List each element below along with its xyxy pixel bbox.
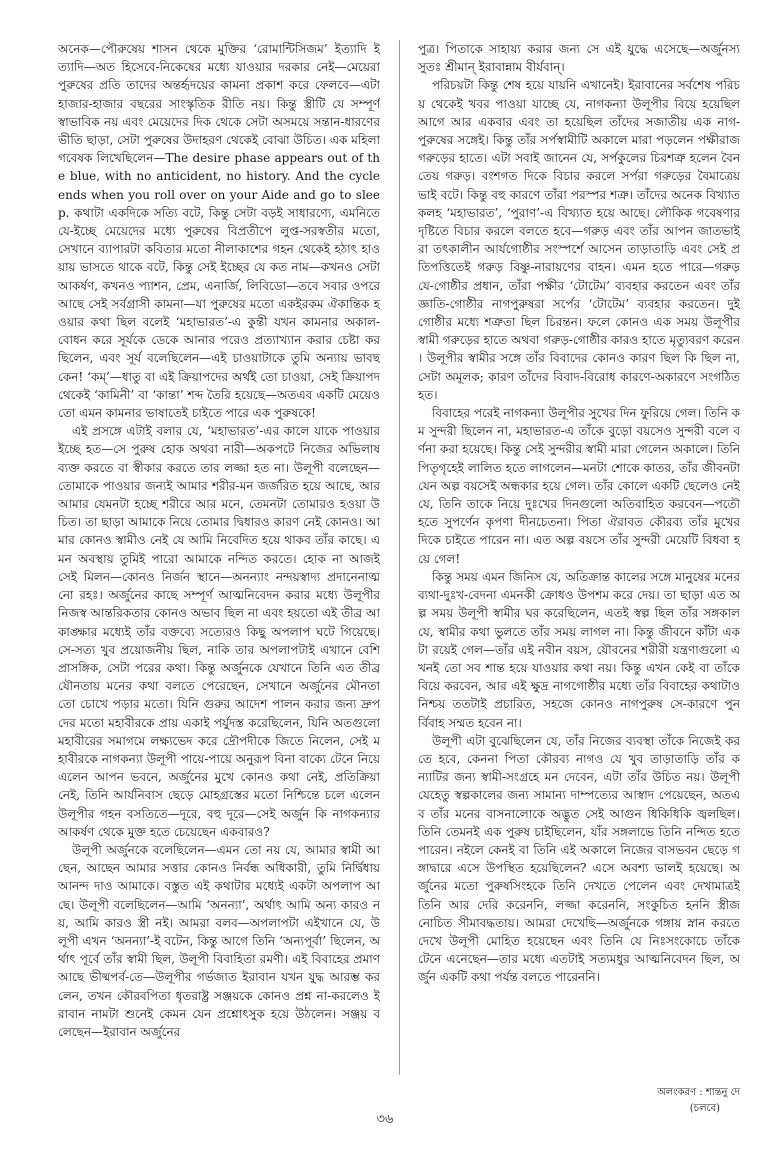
paragraph: উলূপী অর্জুনকে বলেছিলেন—এমন তো নয় যে, আমার স্বামী আছেন, আছেন আমার সত্তার কোনও নির্বন্ধ অধিকারী, তুমি নির্দ্বিধায় আনন্দ দাও আমাকে। বস্তুত এই কথাটার মধ্যেই একটা অপলাপ আছে। উলূপী বলেছিলেন—আমি ‘অনন্যা’, অর্থাৎ আমি অন্য কারও নয়, আমি কারও স্ত্রী নই। আমরা বলব—অপলাপটা এইখানে যে, উলূপী এখন ‘অনন্যা’-ই বটেন, কিন্তু আগে তিনি ‘অন্যপূর্বা’ ছিলেন, অর্থাৎ পূর্বে তাঁর স্বামী ছিল, উলূপী বিবাহিতা রমণী। এই বিবাহের প্রমাণ আছে ভীষ্মপর্ব-তে—উলূপীর গর্ভজাত ইরাবান যখন যুদ্ধ আরম্ভ করলেন, তখন কৌরবপিতা ধৃতরাষ্ট্র সঞ্জয়কে কোনও প্রশ্ন না-করলেও ইরাবান নামটা শুনেই কেমন যেন প্রশ্নোৎসুক হয়ে উঠলেন। সঞ্জয় বলেছেন—ইরাবান অর্জুনের <box>58 842 380 1039</box>
to-be-continued-note: (চলবে) <box>689 1103 720 1114</box>
paragraph: এই প্রসঙ্গে এটাই বলার যে, ‘মহাভারত’-এর কালে যাকে পাওয়ার ইচ্ছে হত—সে পুরুষ হোক অথবা নারী—অকপটে নিজের অভিলাষ ব্যক্ত করতে বা স্বীকার করতে তার লজ্জা হত না। উলূপী বলেছেন—তোমাকে পাওয়ার জন্যই আমার শরীর-মন জর্জরিত হয়ে আছে, আর আমার যেমনটা হচ্ছে শরীরে আর মনে, তেমনটা তোমারও হওয়া উচিত। তা ছাড়া আমাকে নিয়ে তোমার দ্বিধারও কারণ নেই কোনও। আমার কোনও স্বামীও নেই যে আমি নিবেদিত হয়ে থাকব তাঁর কাছে। এমন অবস্থায় তুমিই পারো আমাকে নন্দিত করতে। হোক না আজই সেই মিলন—কোনও নির্জন স্থানে—অনন্যাং নন্দয়স্বাদ্য প্রদানেনাত্মনো রহঃ। অর্জুনের কাছে সম্পূর্ণ আত্মনিবেদন করার মধ্যে উলূপীর নিজস্ব আন্তরিকতার কোনও অভাব ছিল না এবং হয়তো এই তীব্র আকাঙ্ক্ষার মধ্যেই তাঁর বক্তব্যে সত্যেরও কিছু অপলাপ ঘটে গিয়েছে। সে-সত্য খুব প্রয়োজনীয় ছিল, নাকি তার অপলাপটাই এখানে বেশি প্রাসঙ্গিক, সেটা পরের কথা। কিন্তু অর্জুনকে যেখানে তিনি এত তীব্র যৌনতায় মনের কথা বলতে পেরেছেন, সেখানে অর্জুনের মৌনতা তো চোখে পড়ার মতো। যিনি গুরুর আদেশ পালন করার জন্য দ্রুপদের মতো মহাবীরকে প্রায় একাই পর্যুদস্ত করেছিলেন, যিনি অতগুলো মহাবীরের সমাগমে লক্ষ্যভেদ করে দ্রৌপদীকে জিতে নিলেন, সেই মহাবীরকে নাগকন্যা উলূপী পায়ে-পায়ে অনুরূপ বিনা বাক্যে টেনে নিয়ে এলেন আপন ভবনে, অর্জুনের মুখে কোনও কথা নেই, প্রতিক্রিয়া নেই, তিনি আর্যনিবাস ছেড়ে মোহগ্রস্তের মতো নিশ্চিন্তে চলে এলেন উলূপীর গহন বসতিতে—দূরে, বহু দূরে—সেই অর্জুন কি নাগকন্যার আকর্ষণ থেকে মুক্ত হতে চেয়েছেন একবারও? <box>58 424 380 839</box>
paragraph: উলূপী এটা বুঝেছিলেন যে, তাঁর নিজের ব্যবস্থা তাঁকে নিজেই করতে হবে, কেননা পিতা কৌরব্য নাগও যে খুব তাড়াতাড়ি তাঁর কন্যাটির জন্য স্বামী-সংগ্রহে মন দেবেন, এটা তাঁর উচিত নয়। উলূপী যেহেতু স্বল্পকালের জন্য সামান্য দাম্পত্যের আস্বাদ পেয়েছেন, অতএব তাঁর মনের বাসনালোকে অদ্ভুত সেই আগুন ধিকিধিকি জ্বলছিল। তিনি তেমনই এক পুরুষ চাইছিলেন, যাঁর সঙ্গলাভে তিনি নন্দিত হতে পারেন। নইলে কেনই বা তিনি এই অকালে নিজের বাসভবন ছেড়ে গঙ্গাদ্বারে এসে উপস্থিত হয়েছিলেন? এসে অবশ্য ভালই হয়েছে। অর্জুনের মতো পুরুষসিংহকে তিনি দেখতে পেলেন এবং দেখামাত্রই তিনি আর দেরি করেননি, লজ্জা করেননি, সংকুচিত হননি স্ত্রীজনোচিত সীমাবদ্ধতায়। আমরা দেখেছি—অর্জুনকে গঙ্গায় স্নান করতে দেখে উলূপী মোহিত হয়েছেন এবং তিনি যে নিঃসংকোচে তাঁকে টেনে এনেছেন—তার মধ্যে এতটাই সত্যমধুর আত্মনিবেদন ছিল, অর্জুন একটি কথা পর্যন্ত বলতে পারেননি। <box>418 733 740 985</box>
article-page <box>58 40 740 1114</box>
column-divider <box>399 40 400 1075</box>
page-number: ৩৬ <box>376 1112 394 1127</box>
illustration-credit: অলংকরণ : শান্তনু দে <box>657 1087 740 1098</box>
paragraph: বিবাহের পরেই নাগকন্যা উলূপীর সুখের দিন ফুরিয়ে গেল। তিনি কম সুন্দরী ছিলেন না, মহাভারত-এ তাঁকে বুড়ো বয়সেও সুন্দরী বলে বর্ণনা করা হয়েছে। কিন্তু সেই সুন্দরীর স্বামী মারা গেলেন অকালে। তিনি পিতৃগৃহেই লালিত হতে লাগলেন—মনটা শোকে কাতর, তাঁর জীবনটা যেন অল্প বয়সেই অন্ধকার হয়ে গেল। তাঁর কোলে একটি ছেলেও নেই যে, তিনি তাকে নিয়ে দুঃখের দিনগুলো অতিবাহিত করবেন—পতৌ হতে সুপর্ণেন কৃপণা দীনচেতনা। পিতা ঐরাবত কৌরব্য তাঁর মুখের দিকে চাইতে পারেন না। এত অল্প বয়সে তাঁর সুন্দরী মেয়েটি বিধবা হয়ে গেল! <box>418 406 740 566</box>
paragraph: পুত্র। পিতাকে সাহায্য করার জন্য সে এই যুদ্ধে এসেছে—অর্জুনস্য সুতঃ শ্রীমান্ ইরাবান্নাম বীর্যবান্। <box>418 42 740 75</box>
left-text-column <box>58 40 380 1075</box>
paragraph: অনেক—পৌরুষেয় শাসন থেকে মুক্তির ‘রোমান্টিসিজম’ ইত্যাদি ইত্যাদি—অত হিসেবে-নিকেষের মধ্যে যাওয়ার দরকার নেই—মেয়েরা পুরুষের প্রতি তাদের অন্তর্হৃদয়ের কামনা প্রকাশ করে ফেলবে—এটা হাজার-হাজার বছরের সাংস্কৃতিক রীতি নয়। কিন্তু স্ত্রীটি যে সম্পূর্ণ স্বাভাবিক নয় এবং মেয়েদের দিক থেকে সেটা অসময়ে সন্তান-ধারণের ভীতি ছাড়া, সেটা পুরুষের উদাহরণ থেকেই বোঝা উচিত। এক মহিলা গবেষক লিখেছিলেন—The desire phase appears out of the blue, with no anticident, no history. And the cycle ends when you roll over on your Aide and go to sleep. কথাটা একদিকে সত্যি বটে, কিন্তু সেটা বড়ই সাধারণ্যে, এমনিতে যে-ইচ্ছে মেয়েদের মধ্যে পুরুষের বিপ্রতীপে লুপ্ত-সরস্বতীর মতো, সেখানে ব্যাপারটা কবিতার মতো নীলাকাশের গহন থেকেই হঠাৎ হাওয়ায় ভাসতে থাকে বটে, কিন্তু সেই ইচ্ছের যে কত নাম—কখনও সেটা আকর্ষণ, কখনও প্যাশন, প্রেম, এনার্জি, লিবিডো—তবে সবার ওপরে আছে সেই সর্বগ্রাসী কামনা—যা পুরুষের মতো একইরকম ঐকান্তিক হওয়ার কথা ছিল বলেই ‘মহাভারত’-এ কুন্তী যখন কামনার অকাল-বোধন করে সূর্যকে ডেকে আনার পরেও প্রত্যাখ্যান করার চেষ্টা করছিলেন, এবং সূর্য বলেছিলেন—এই চাওয়াটাকে তুমি অন্যায় ভাবছ কেন! ‘কম্’—ধাতু বা এই ক্রিয়াপদের অর্থই তো চাওয়া, সেই ক্রিয়াপদ থেকেই ‘কামিনী’ বা ‘কান্তা’ শব্দ তৈরি হয়েছে—অতএব একটি মেয়েও তো এমন কামনার ভাষাতেই চাইতে পারে এক পুরুষকে! <box>58 42 380 421</box>
paragraph: কিন্তু সময় এমন জিনিস যে, অতিক্রান্ত কালের সঙ্গে মানুষের মনের ব্যথা-দুঃখ-বেদনা এমনকী ক্রোধও উপশম করে দেয়। তা ছাড়া এত অল্প সময় উলূপী স্বামীর ঘর করেছিলেন, এতই স্বল্প ছিল তাঁর সঙ্গকাল যে, স্বামীর কথা ভুলতে তাঁর সময় লাগল না। কিন্তু জীবনে কাঁটা একটা রয়েই গেল—তাঁর এই নবীন বয়স, যৌবনের শরীরী যন্ত্রণাগুলো এখনই তো সব শান্ত হয়ে যাওয়ার কথা নয়। কিন্তু এখন কেই বা তাঁকে বিয়ে করবেন, আর এই ক্ষুদ্র নাগগোষ্ঠীর মধ্যে তাঁর বিবাহের কথাটাও নিশ্চয় ততটাই প্রচারিত, সহজে কোনও নাগপুরুষ সে-কারণে পুনর্বিবাহ সম্মত হবেন না। <box>418 569 740 730</box>
right-text-column <box>418 40 740 1075</box>
paragraph: পরিচয়টা কিন্তু শেষ হয়ে যায়নি এখানেই। ইরাবানের সর্বশেষ পরিচয় থেকেই খবর পাওয়া যাচ্ছে যে, নাগকন্যা উলূপীর বিয়ে হয়েছিল আগে আর একবার এবং তা হয়েছিল তাঁদের সজাতীয় এক নাগ-পুরুষের সঙ্গেই। কিন্তু তাঁর সর্পস্বামীটি অকালে মারা পড়লেন পক্ষীরাজ গরুড়ের হাতে। এটা সবাই জানেন যে, সর্পকুলের চিরশত্রু হলেন বৈনতেয় গরুড়। বংশগত দিকে বিচার করলে সর্পরা গরুড়ের বৈমাত্রেয় ভাই বটে। কিন্তু বহু কারণে তাঁরা পরস্পর শত্রু। তাঁদের অনেক বিখ্যাত কলহ ‘মহাভারত’, ‘পুরাণ’-এ বিখ্যাত হয়ে আছে। লৌকিক গবেষণার দৃষ্টিতে বিচার করলে বলতে হবে—গরুড় এবং তাঁর আপন জাতভাইরা তৎকালীন আর্যগোষ্ঠীর সংস্পর্শে আসেন তাড়াতাড়ি এবং সেই প্রতিপত্তিতেই গরুড় বিষ্ণু-নারায়ণের বাহন। এমন হতে পারে—গরুড় যে-গোষ্ঠীর প্রধান, তাঁরা পক্ষীর ‘টোটেম’ ব্যবহার করতেন এবং তাঁর জ্ঞাতি-গোষ্ঠীর নাগপুরুষরা সর্পের ‘টোটেম’ ব্যবহার করতেন। দুই গোষ্ঠীর মধ্যে শত্রুতা ছিল চিরন্তন। ফলে কোনও এক সময় উলূপীর স্বামী গরুড়ের হাতে অথবা গরুড়-গোষ্ঠীর কারও হাতে মৃত্যুবরণ করেন। উলূপীর স্বামীর সঙ্গে তাঁর বিবাদের কোনও কারণ ছিল কি ছিল না, সেটা অমূলক; কারণ তাঁদের বিবাদ-বিরোধ কারণে-অকারণে সংগঠিত হত। <box>418 78 740 402</box>
